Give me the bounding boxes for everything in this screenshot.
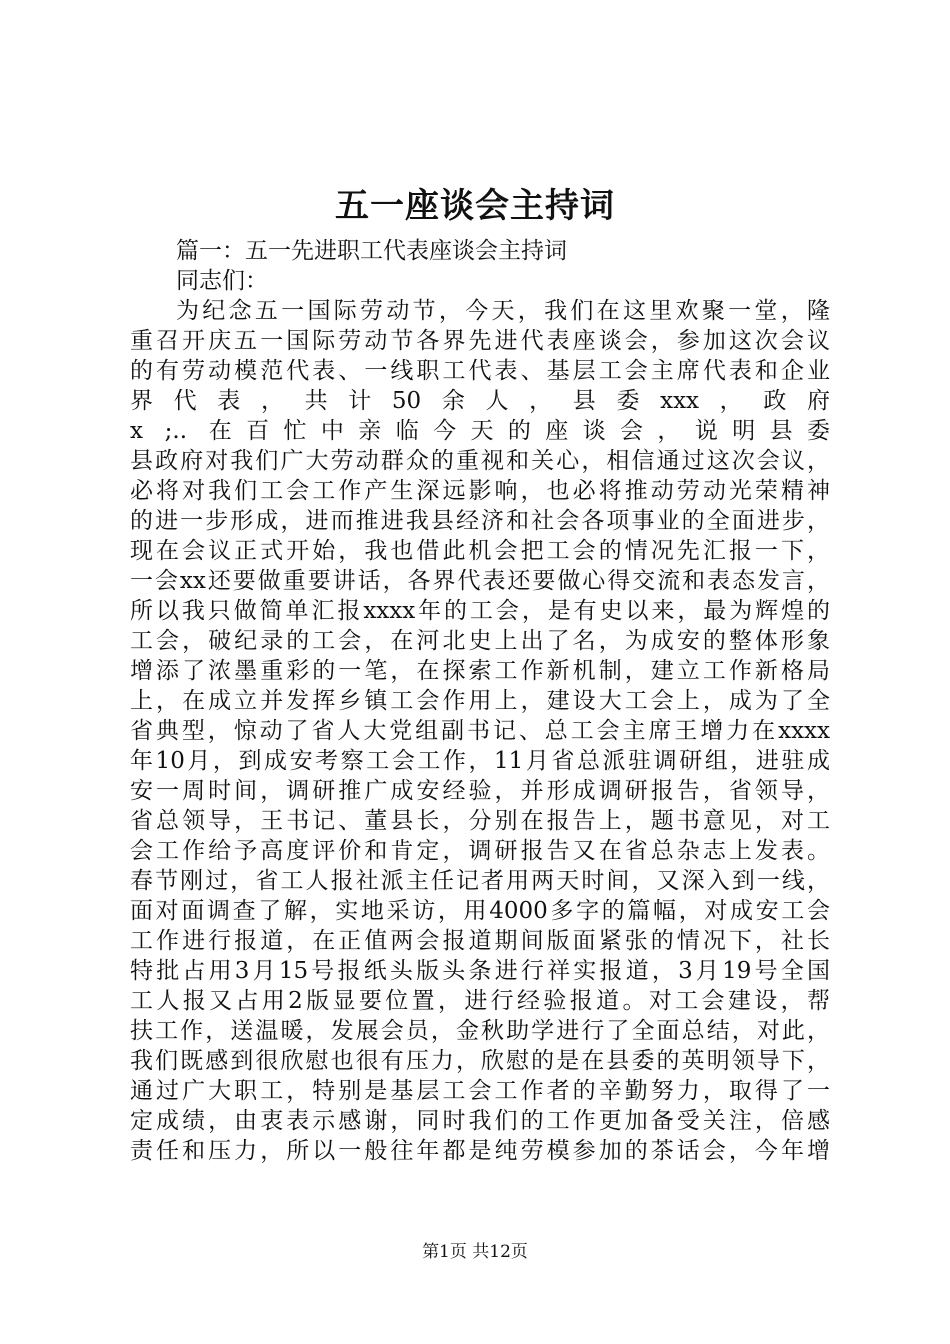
text-line: 安一周时间，调研推广成安经验，并形成调研报告，省领导， xyxy=(130,778,830,804)
text-line: 同志们： xyxy=(176,268,268,294)
text-line: 工作进行报道，在正值两会报道期间版面紧张的情况下，社长 xyxy=(130,928,830,954)
text-line: 一会xx还要做重要讲话，各界代表还要做心得交流和表态发言， xyxy=(130,568,830,594)
text-line: 春节刚过，省工人报社派主任记者用两天时间，又深入到一线， xyxy=(130,868,830,894)
text-line: 面对面调查了解，实地采访，用4000多字的篇幅，对成安工会 xyxy=(130,898,830,924)
text-line: 增添了浓墨重彩的一笔，在探索工作新机制，建立工作新格局 xyxy=(130,658,830,684)
document-title: 五一座谈会主持词 xyxy=(335,186,615,226)
text-line: 为纪念五一国际劳动节，今天，我们在这里欢聚一堂，隆 xyxy=(176,298,830,324)
text-line: 的进一步形成，进而推进我县经济和社会各项事业的全面进步， xyxy=(130,508,830,534)
text-line: 重召开庆五一国际劳动节各界先进代表座谈会，参加这次会议 xyxy=(130,328,830,354)
text-line: 工人报又占用2版显要位置，进行经验报道。对工会建设，帮 xyxy=(130,988,830,1014)
text-line: 扶工作，送温暖，发展会员，金秋助学进行了全面总结，对此， xyxy=(130,1018,830,1044)
text-line: 界代表，共计50余人，县委xxx，政府 xyxy=(130,388,830,414)
text-line: 年10月，到成安考察工会工作，11月省总派驻调研组，进驻成 xyxy=(130,748,830,774)
text-line: 篇一：五一先进职工代表座谈会主持词 xyxy=(176,238,567,264)
text-line: 县政府对我们广大劳动群众的重视和关心，相信通过这次会议， xyxy=(130,448,830,474)
text-line: 责任和压力，所以一般往年都是纯劳模参加的茶话会，今年增 xyxy=(130,1138,830,1164)
text-line: 定成绩，由衷表示感谢，同时我们的工作更加备受关注，倍感 xyxy=(130,1108,830,1134)
text-line: 的有劳动模范代表、一线职工代表、基层工会主席代表和企业 xyxy=(130,358,830,384)
text-line: 必将对我们工会工作产生深远影响，也必将推动劳动光荣精神 xyxy=(130,478,830,504)
text-line: 省典型，惊动了省人大党组副书记、总工会主席王增力在xxxx xyxy=(130,718,830,744)
text-line: 上，在成立并发挥乡镇工会作用上，建设大工会上，成为了全 xyxy=(130,688,830,714)
page-footer: 第1页 共12页 xyxy=(422,1242,528,1262)
text-line: 我们既感到很欣慰也很有压力，欣慰的是在县委的英明领导下， xyxy=(130,1048,830,1074)
text-line: 通过广大职工，特别是基层工会工作者的辛勤努力，取得了一 xyxy=(130,1078,830,1104)
text-line: 工会，破纪录的工会，在河北史上出了名，为成安的整体形象 xyxy=(130,628,830,654)
text-line: 特批占用3月15号报纸头版头条进行祥实报道，3月19号全国 xyxy=(130,958,830,984)
text-line: 现在会议正式开始，我也借此机会把工会的情况先汇报一下， xyxy=(130,538,830,564)
text-line: x ;.. 在百忙中亲临今天的座谈会，说明县委 xyxy=(130,418,830,444)
document-body xyxy=(130,236,830,1166)
text-line: 会工作给予高度评价和肯定，调研报告又在省总杂志上发表。 xyxy=(130,838,830,864)
text-line: 省总领导，王书记、董县长，分别在报告上，题书意见，对工 xyxy=(130,808,830,834)
text-line: 所以我只做简单汇报xxxx年的工会，是有史以来，最为辉煌的 xyxy=(130,598,830,624)
